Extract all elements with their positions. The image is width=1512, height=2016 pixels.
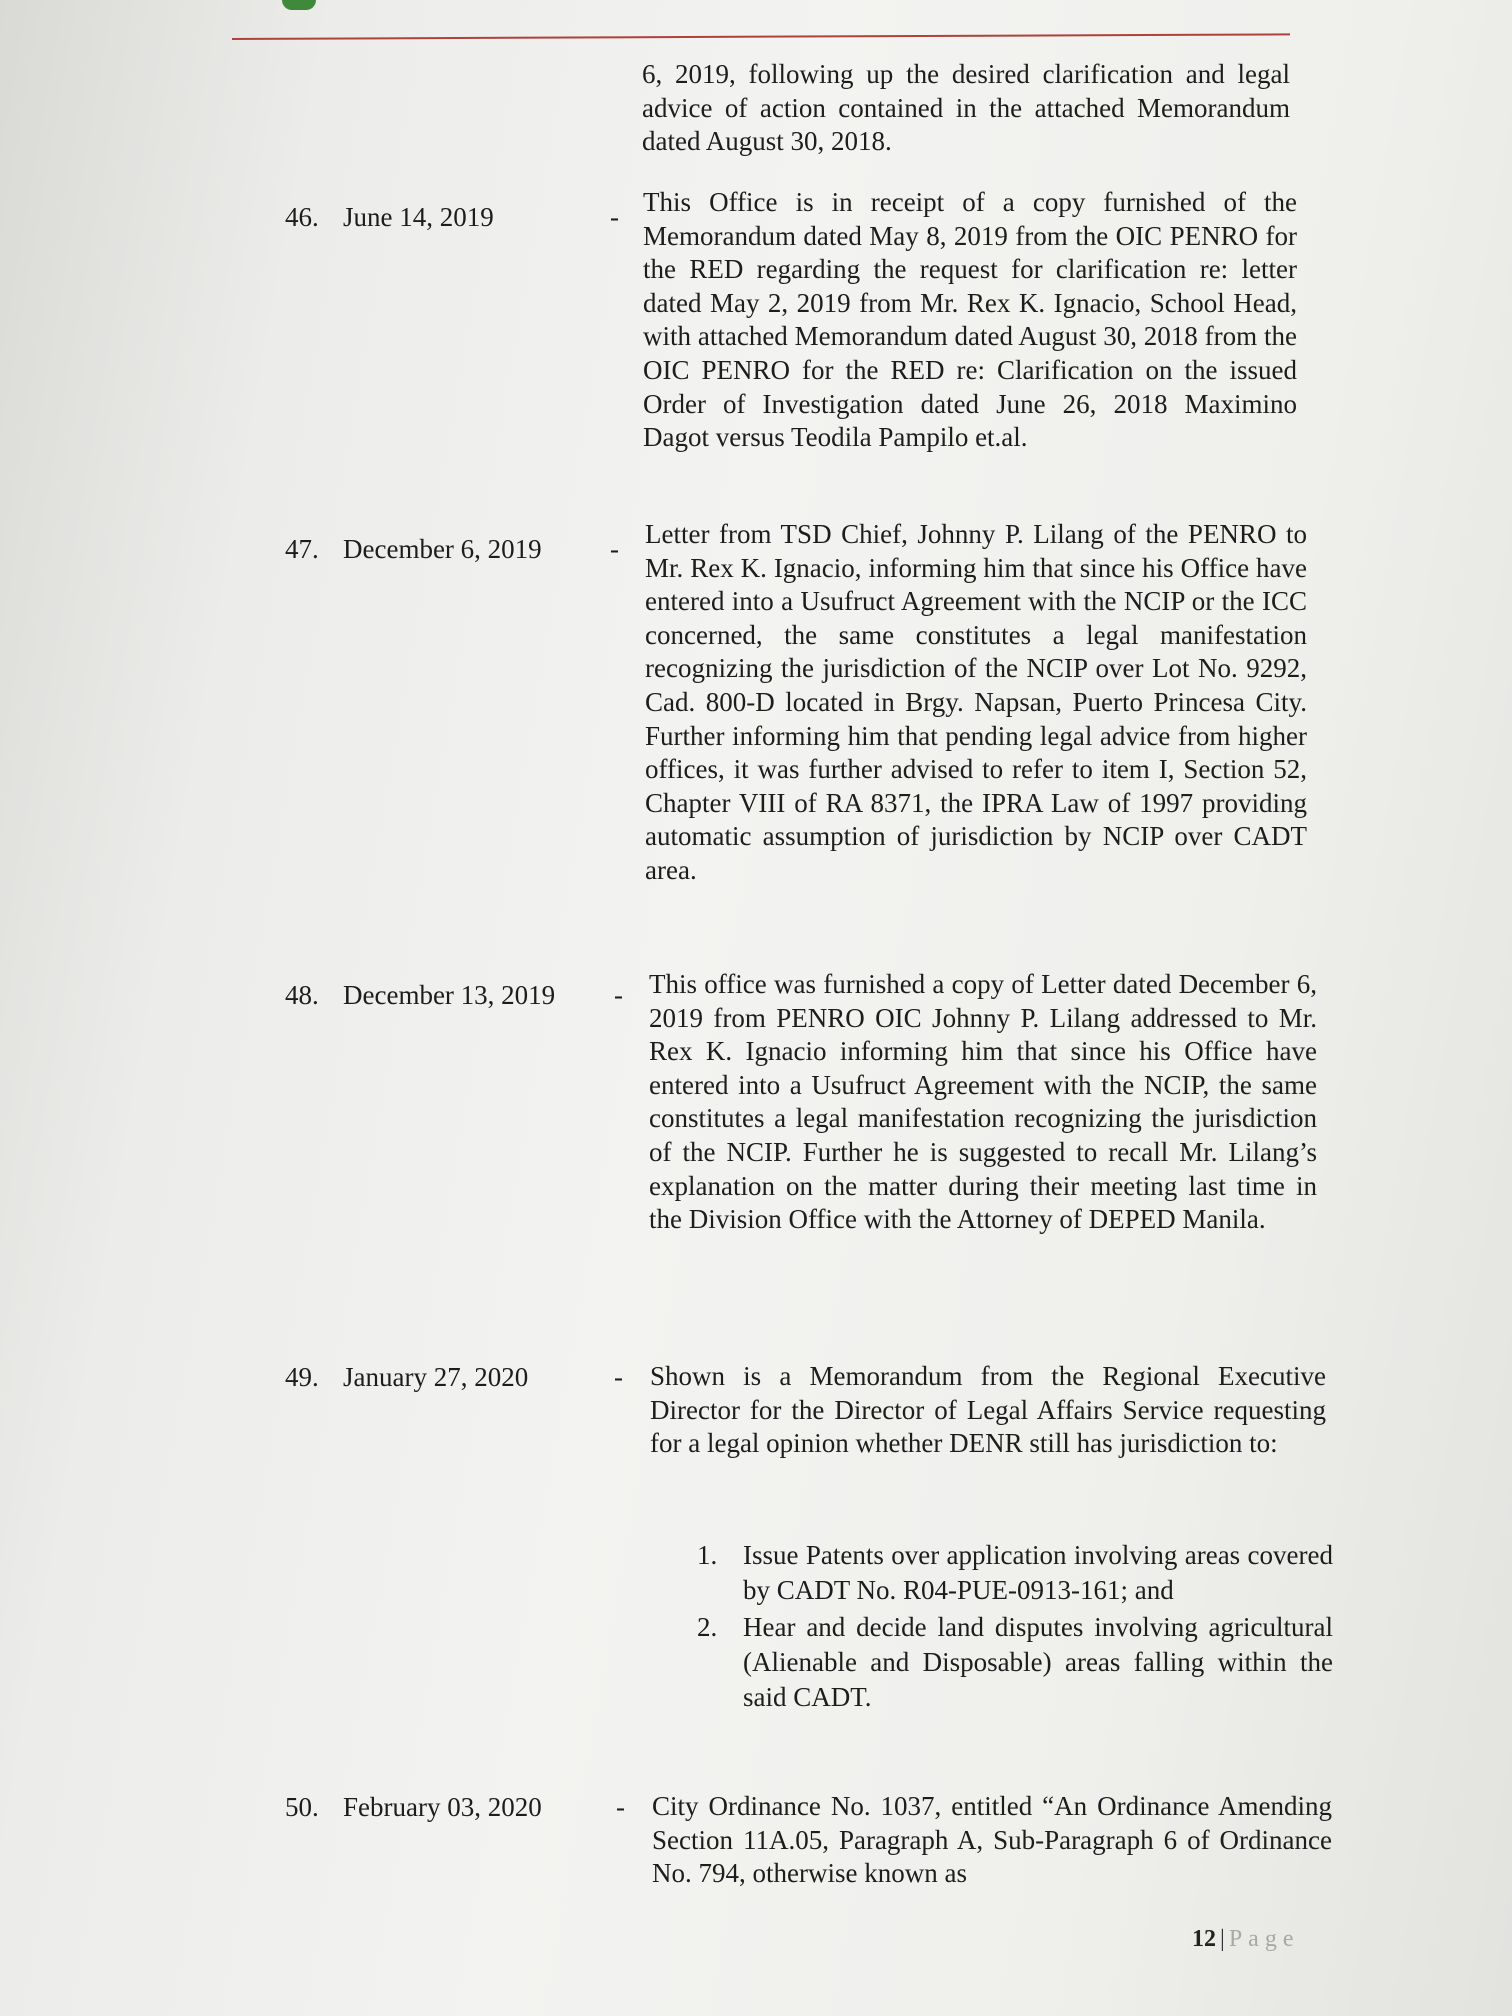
entry-date: February 03, 2020 xyxy=(343,1792,542,1822)
entry-dash: - xyxy=(614,980,623,1010)
entry-number: 46. xyxy=(285,202,319,232)
list-item xyxy=(697,1610,1333,1715)
entry-dash: - xyxy=(610,202,619,232)
entry-text: Letter from TSD Chief, Johnny P. Lilang of the PENRO to Mr. Rex K. Ignacio, informing him that since his Office have entered into a Usufruct Agreement with the NCIP or the ICC concerned, the same constitutes a legal manifestation recognizing the jurisdiction of the NCIP over Lot No. 9292, Cad. 800-D located in Brgy. Napsan, Puerto Princesa City. Further informing him that pending legal advice from higher offices, it was further advised to refer to item I, Section 52, Chapter VIII of RA 8371, the IPRA Law of 1997 providing automatic assumption of jurisdiction by NCIP over CADT area. xyxy=(645,519,1307,885)
page-separator: | xyxy=(1220,1926,1225,1952)
list-item-text: Issue Patents over application involving areas covered by CADT No. R04-PUE-0913-161; and xyxy=(743,1540,1333,1605)
entry-number-date xyxy=(285,202,494,233)
entry-date: January 27, 2020 xyxy=(343,1362,529,1392)
logo-fragment-icon xyxy=(282,0,316,10)
list-item xyxy=(697,1538,1333,1608)
entry-number-date xyxy=(285,980,555,1011)
entry-number: 48. xyxy=(285,980,319,1010)
entry-number: 49. xyxy=(285,1362,319,1392)
entry-text: Shown is a Memorandum from the Regional Executive Director for the Director of Legal Affairs Service requesting for a legal opinion whether DENR still has jurisdiction to: xyxy=(650,1361,1326,1459)
entry-number-date xyxy=(285,1792,542,1823)
entry-number: 47. xyxy=(285,534,319,564)
page-footer xyxy=(1192,1926,1299,1953)
entry-number-date xyxy=(285,534,542,565)
entry-dash: - xyxy=(616,1792,625,1822)
header-rule xyxy=(232,33,1290,40)
page-number: 12 xyxy=(1192,1926,1216,1952)
list-marker: 1. xyxy=(697,1540,718,1570)
jurisdiction-list xyxy=(697,1538,1333,1717)
list-marker: 2. xyxy=(697,1612,718,1642)
entry-text: This Office is in receipt of a copy furnished of the Memorandum dated May 8, 2019 from the OIC PENRO for the RED regarding the request for clarification re: letter dated May 2, 2019 from Mr. Rex K. Ignacio, School Head, with attached Memorandum dated August 30, 2018 from the OIC PENRO for the RED re: Clarification on the issued Order of Investigation dated June 26, 2018 Maximino Dagot versus Teodila Pampilo et.al. xyxy=(643,187,1297,453)
entry-text: This office was furnished a copy of Letter dated December 6, 2019 from PENRO OIC Johnny P. Lilang addressed to Mr. Rex K. Ignacio informing him that since his Office have entered into a Usufruct Agreement with the NCIP, the same constitutes a legal manifestation recognizing the jurisdiction of the NCIP. Further he is suggested to recall Mr. Lilang’s explanation on the matter during their meeting last time in the Division Office with the Attorney of DEPED Manila. xyxy=(649,969,1317,1235)
list-item-text: Hear and decide land disputes involving agricultural (Alienable and Disposable) areas falling within the said CADT. xyxy=(743,1612,1333,1712)
entry-dash: - xyxy=(610,534,619,564)
entry-text: City Ordinance No. 1037, entitled “An Ordinance Amending Section 11A.05, Paragraph A, Sub-Paragraph 6 of Ordinance No. 794, otherwise known as xyxy=(652,1791,1332,1889)
entry-number-date xyxy=(285,1362,528,1393)
entry-date: June 14, 2019 xyxy=(343,202,494,232)
entry-dash: - xyxy=(614,1362,623,1392)
page-word: Page xyxy=(1228,1926,1300,1952)
entry-number: 50. xyxy=(285,1792,319,1822)
entry-date: December 13, 2019 xyxy=(343,980,556,1010)
entry-date: December 6, 2019 xyxy=(343,534,542,564)
continuation-paragraph: 6, 2019, following up the desired clarification and legal advice of action contained in the attached Memorandum dated August 30, 2018. xyxy=(642,59,1290,157)
